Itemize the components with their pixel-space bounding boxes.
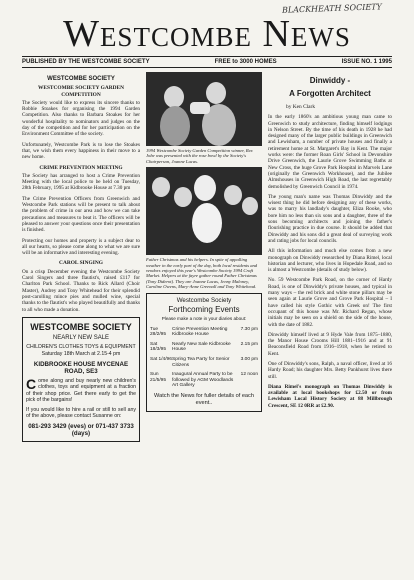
ad-phones: 081-293 3429 (eves) or 071-437 3733 (days) xyxy=(28,423,134,438)
left-column xyxy=(22,72,140,442)
photo1-caption: 1994 Westcombe Society Garden Competition winner, Rex Jobe was presented with the rose bowl by the Society's Chairperson, Joanne Lucas. xyxy=(146,148,253,164)
crime-paragraph: The Society has arranged to host a Crime Prevention Meeting with the local police to be held on Tuesday, 28th February, 1995 at Kidbrooke House at 7.30 pm xyxy=(22,172,140,192)
events-box xyxy=(146,293,262,412)
nearly-new-sale-ad xyxy=(22,317,140,443)
issue-number: ISSUE NO. 1 1995 xyxy=(341,59,392,65)
info-bar xyxy=(22,56,392,68)
dropcap: C xyxy=(26,375,37,392)
ad-venue: KIDBROOKE HOUSE MYCENAE ROAD, SE3 xyxy=(33,360,129,375)
event-date: Sat 18/3/95 xyxy=(150,341,167,353)
crime-paragraph: Protecting our homes and property is a subject dear to all our hearts, so please come along to what we are sure will be an informative and interesting evening. xyxy=(22,237,140,257)
event-time: 12 noon xyxy=(240,372,258,378)
publisher: PUBLISHED BY THE WESTCOMBE SOCIETY xyxy=(22,59,150,65)
event-row xyxy=(150,342,258,353)
article-byline: by Ken Clark xyxy=(286,104,316,110)
event-date: Sat 1/4/96 xyxy=(150,356,172,362)
carol-paragraph: On a crisp December evening the Westcombe Society Carol Singers and three flautist's, raised £117 for Charlton Park School. Thanks to Rick Allard (Choir Master), Audrey and Tony Whitehead for their splendid post-carolling mince pies and mulled wine, special thanks to the flautist's who played beautifully and thanks to all who made a donation. xyxy=(22,268,140,313)
ad-title: WESTCOMBE SOCIETY xyxy=(30,321,132,332)
father-christmas-photo xyxy=(146,167,262,255)
right-column xyxy=(268,72,392,413)
ad-help: If you would like to hire a rail or still to sell any of the above, please contact Susanne on: xyxy=(26,406,136,419)
event-row xyxy=(150,357,258,368)
ad-body-text: ome along and buy nearly new children's clothes, toys and equipment at a fraction of their shop price. Get there early to get the pick of the bargains! xyxy=(26,377,136,404)
article-paragraph: The young man's name was Thomas Dinwiddy and the wisest thing he did before designing any of these works, was to marry his landlady's daughter, Eliza Rooke, who bore him no less than six sons and a daughter, three of the sons becoming architects and joining the father's flourishing practice in due course. It should be added that Dinwiddy and his sons did a great deal of surveying work and rating jobs for local councils. xyxy=(268,193,392,244)
garden-title: WESTCOMBE SOCIETY GARDEN COMPETITION xyxy=(37,85,125,98)
article-paragraph: No. 59 Westcombe Park Road, on the corner of Hardy Road, is one of Dinwiddy's private houses, and typical in many ways – the red brick and white stone pillars may be seen again at Laurie Grove and Grove Park Hospital – I have called his style Gothic with Greek on! The first occupant of this house was Mr. Richard Regan, whose initials may be seen on a shield on the side of the house, with the date of 1882. xyxy=(268,277,392,328)
crime-title: CRIME PREVENTION MEETING xyxy=(39,164,123,171)
masthead: Westcombe News xyxy=(63,13,351,55)
article-title: Dinwiddy - xyxy=(309,76,351,85)
event-row xyxy=(150,372,258,389)
event-name: Inaugural Annual Party to be followed by AGM Woodlands Art Gallery xyxy=(172,372,234,389)
event-time: 7.30 pm xyxy=(240,326,258,332)
article-paragraph: All this information and much else comes from a new monograph on Dinwiddy researched by Diana Rimel, local historian and lecturer, who lives in Hopedale Road, and so is almost a Westcombe (details of study below). xyxy=(268,248,392,274)
event-time: 3.00 pm xyxy=(240,356,258,362)
events-footer: Watch the News for fuller details of each event.. xyxy=(154,392,254,406)
article-paragraph: Diana Rimel's monograph on Thomas Dinwiddy is available at local bookshops for £2.50 or from Lewisham Local History Society at 88 Millbrough Crescent, SE 12 0RR at £2.90. xyxy=(268,383,392,409)
event-name: Nearly New Sale Kidbrooke House xyxy=(172,341,231,353)
distribution: FREE to 3000 HOMES xyxy=(214,59,277,65)
event-date: Sun 21/5/95 xyxy=(150,372,167,383)
event-date: Tue 28/2/95 xyxy=(150,326,167,338)
event-time: 2.15 pm xyxy=(240,341,258,347)
garden-paragraph: The Society would like to express its sincere thanks to Robbie Stoakes for organising the 1994 Garden Competition. Also thanks to Barbara Stoakes for her wonderful hospitality to nominators and judges on the day of the competition and for her participation on the Environment Committee of the society. xyxy=(22,99,140,138)
section-title: WESTCOMBE SOCIETY xyxy=(47,76,115,82)
carol-title: CAROL SINGING xyxy=(59,260,103,267)
middle-column xyxy=(146,72,262,412)
handwritten-note: BLACKHEATH SOCIETY xyxy=(281,2,382,15)
events-note: Please make a note in your diaries about: xyxy=(161,316,247,322)
photo2-caption: Father Christmas and his helpers. In spite of appalling weather in the early part of the day, both local residents and vendors enjoyed this year's Westcombe Society 1994 Craft Market. Helpers at the fayre gather round Father Christmas (Tony Diderot). They are Joanne Lucas, Jenny Maloney, Caroline Owens, Mary-Anne Greenall and Tony Whitehead. xyxy=(146,257,258,290)
article-paragraph: In the early 1860's an ambitious young man came to Greenwich to study architecture, finding himself lodgings in Nelson Street. By the time of his death in 1928 he had designed many of the larger public buildings in Greenwich and Lewisham, a number of private houses and finally a retirement home at St. Margaret's Bay in Kent. The major works were: the former Roan Girls' School in Devonshire Drive Greenwich, the Laurie Grove Swimming Baths at New Cross, the huge Grove Park Hospital in Marvels Lane (originally the Greenwich Workhouse), and the Jubilee Almshouses in Greenwich High Road, the last regrettably demolished by Greenwich Council in 1974. xyxy=(268,114,392,190)
ad-body xyxy=(26,375,136,404)
event-name: Spring Tea Party for Senior Citizens xyxy=(172,356,230,368)
garden-winner-photo xyxy=(146,72,262,146)
crime-paragraph: The Crime Prevention Officers from Greenwich and Westcombe Park stations will be present to talk about the problem of crime in our area and how we can take precautions and measures to beat it. The officers will be pleased to answer your questions once their presentation is finished. xyxy=(22,195,140,234)
event-row xyxy=(150,327,258,338)
ad-date: Saturday 18th March at 2.15-4 pm xyxy=(41,350,121,357)
article-paragraph: One of Dinwiddy's sons, Ralph, a naval officer, lived at 16 Hardy Road; his daughter Mrs. Betty Pankhurst lives there still. xyxy=(268,360,392,380)
events-heading: Forthcoming Events xyxy=(168,304,240,314)
garden-paragraph: Unfortunately, Westcombe Park is to lose the Stoakes that, we wish them every happiness in their move to a new home. xyxy=(22,141,140,161)
ad-subtitle: NEARLY NEW SALE xyxy=(52,334,110,341)
events-society: Westcombe Society xyxy=(176,296,232,304)
event-name: Crime Prevention Meeting Kidbrooke House xyxy=(172,326,228,338)
events-list xyxy=(150,327,258,389)
ad-items: CHILDREN'S CLOTHES TOYS & EQUIPMENT xyxy=(26,344,136,351)
article-subtitle: A Forgotten Architect xyxy=(289,89,371,98)
article-paragraph: Dinwiddy himself lived at 9 Hyde Vale from 1875–1880, the Manor House Crooms Hill 1881–1916 and at 91 Beaconsfield Road from 1916–1918, when he retired to Kent. xyxy=(268,331,392,357)
